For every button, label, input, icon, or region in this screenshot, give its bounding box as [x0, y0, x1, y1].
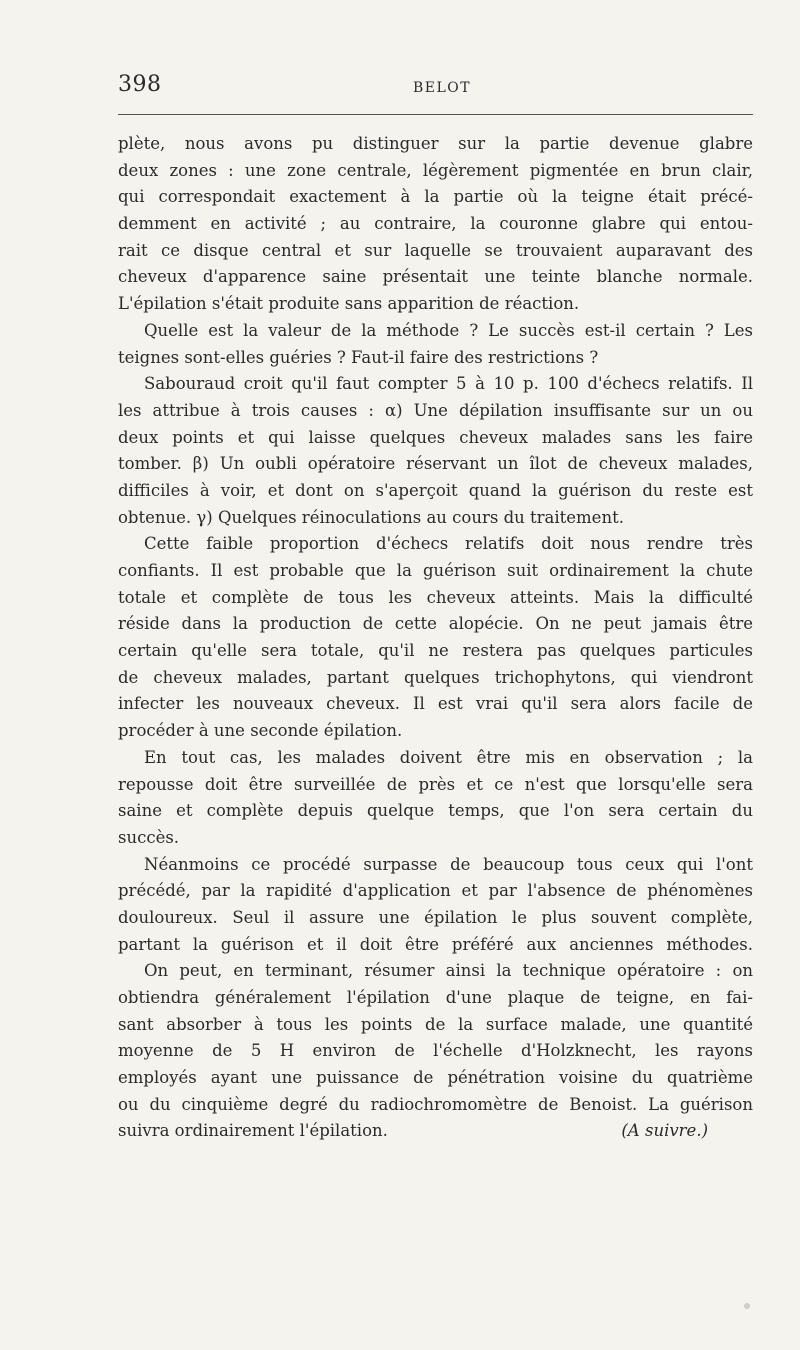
text-line: repousse doit être surveillée de près et ce n'est que lorsqu'elle sera [118, 774, 753, 794]
text-line: deux points et qui laisse quelques cheveux malades sans les faire [118, 427, 753, 447]
text-line: employés ayant une puissance de pénétration voisine du quatrième [118, 1068, 753, 1088]
text-line: difficiles à voir, et dont on s'aperçoit quand la guérison du reste est [118, 480, 753, 500]
text-line: On peut, en terminant, résumer ainsi la technique opératoire : on [144, 961, 753, 981]
text-line: de cheveux malades, partant quelques trichophytons, qui viendront [118, 667, 753, 687]
text-line: précédé, par la rapidité d'application et par l'absence de phénomènes [118, 881, 753, 901]
text-line: totale et complète de tous les cheveux atteints. Mais la difficulté [118, 587, 753, 607]
text-line: obtenue. γ) Quelques réinoculations au cours du traitement. [118, 507, 624, 527]
text-line: confiants. Il est probable que la guérison suit ordinairement la chute [118, 561, 753, 580]
text-line: En tout cas, les malades doivent être mis en observation ; la [144, 747, 753, 767]
page-speck [744, 1303, 750, 1309]
page-number: 398 [118, 72, 162, 97]
text-line: saine et complète depuis quelque temps, que l'on sera certain du [118, 801, 753, 821]
header-rule [118, 114, 753, 115]
text-line: ou du cinquième degré du radiochromomètre de Benoist. La guérison [118, 1094, 753, 1114]
text-line: certain qu'elle sera totale, qu'il ne restera pas quelques particules [118, 641, 753, 661]
text-line: procéder à une seconde épilation. [118, 721, 403, 741]
text-line: Cette faible proportion d'échecs relatifs doit nous rendre très [144, 534, 753, 554]
text-line: L'épilation s'était produite sans apparition de réaction. [118, 294, 580, 314]
text-line: demment en activité ; au contraire, la couronne glabre qui entou- [118, 214, 753, 234]
text-line: réside dans la production de cette alopécie. On ne peut jamais être [118, 614, 753, 634]
text-line: Néanmoins ce procédé surpasse de beaucoup tous ceux qui l'ont [144, 854, 753, 874]
final-sentence: suivra ordinairement l'épilation. [118, 1121, 388, 1141]
text-line: deux zones : une zone centrale, légèrement pigmentée en brun clair, [118, 160, 753, 180]
text-line: rait ce disque central et sur laquelle se trouvaient auparavant des [118, 240, 753, 260]
text-line: douloureux. Seul il assure une épilation le plus souvent complète, [118, 907, 753, 927]
text-line: les attribue à trois causes : α) Une dépilation insuffisante sur un ou [118, 400, 753, 420]
text-line: plète, nous avons pu distinguer sur la partie devenue glabre [118, 134, 753, 153]
to-be-continued [621, 1118, 708, 1145]
text-line: Sabouraud croit qu'il faut compter 5 à 10 p. 100 d'échecs relatifs. Il [144, 374, 753, 394]
text-line: cheveux d'apparence saine présentait une teinte blanche normale. [118, 267, 753, 287]
text-line: teignes sont-elles guéries ? Faut-il faire des restrictions ? [118, 347, 599, 367]
text-line: Quelle est la valeur de la méthode ? Le succès est-il certain ? Les [144, 320, 753, 340]
text-line: sant absorber à tous les points de la surface malade, une quantité [118, 1014, 753, 1034]
body-text [118, 131, 753, 1145]
to-be-continued-label: (A suivre.) [621, 1121, 708, 1141]
page-header [118, 70, 753, 104]
text-line: tomber. β) Un oubli opératoire réservant un îlot de cheveux malades, [118, 454, 753, 474]
text-line-final [118, 1118, 753, 1145]
text-line: moyenne de 5 H environ de l'échelle d'Holzknecht, les rayons [118, 1041, 753, 1061]
text-line: qui correspondait exactement à la partie où la teigne était précé- [118, 187, 753, 207]
text-line: obtiendra généralement l'épilation d'une plaque de teigne, en fai- [118, 988, 753, 1007]
running-head: BELOT [413, 80, 472, 96]
text-line: infecter les nouveaux cheveux. Il est vrai qu'il sera alors facile de [118, 694, 753, 714]
text-line: partant la guérison et il doit être préféré aux anciennes méthodes. [118, 934, 753, 954]
text-line: succès. [118, 827, 180, 847]
